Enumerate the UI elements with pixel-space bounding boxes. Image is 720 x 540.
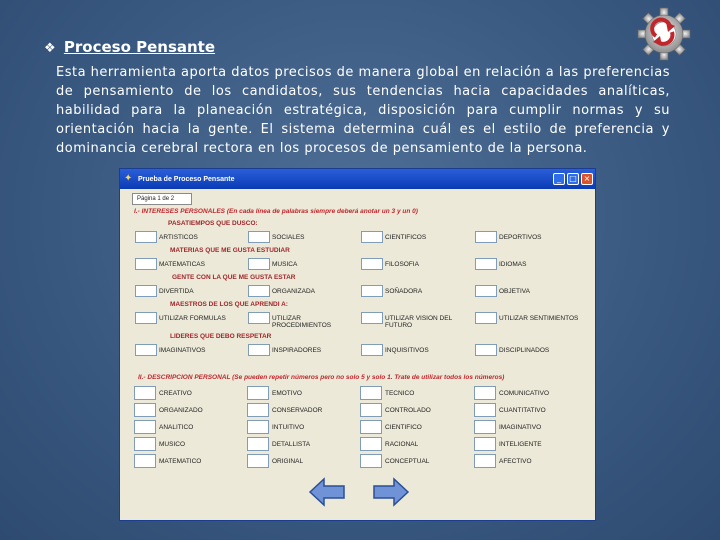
- test-window: [119, 168, 596, 521]
- item-label: OBJETIVA: [499, 288, 530, 295]
- app-icon: ✦: [124, 173, 133, 184]
- answer-input[interactable]: [474, 386, 496, 400]
- item-label: DEPORTIVOS: [499, 234, 542, 241]
- answer-input[interactable]: [361, 258, 383, 270]
- answer-input[interactable]: [248, 285, 270, 297]
- item-label: FILOSOFIA: [385, 261, 419, 268]
- item-label: CONCEPTUAL: [385, 458, 430, 465]
- window-title: Prueba de Proceso Pensante: [138, 175, 235, 183]
- item-label: ARTISTICOS: [159, 234, 198, 241]
- group-title: MAESTROS DE LOS QUE APRENDI A:: [170, 301, 288, 308]
- slide-title: Proceso Pensante: [63, 38, 216, 56]
- maximize-button[interactable]: □: [567, 173, 579, 185]
- gear-logo-icon: [636, 6, 692, 62]
- close-button[interactable]: ×: [581, 173, 593, 185]
- answer-input[interactable]: [360, 420, 382, 434]
- answer-input[interactable]: [248, 312, 270, 324]
- item-label: IMAGINATIVOS: [159, 347, 206, 354]
- item-label: EMOTIVO: [272, 390, 302, 397]
- item-label: ORIGINAL: [272, 458, 304, 465]
- arrow-right-icon[interactable]: [372, 477, 410, 507]
- item-label: ANALITICO: [159, 424, 194, 431]
- answer-input[interactable]: [248, 231, 270, 243]
- answer-input[interactable]: [134, 454, 156, 468]
- item-label: UTILIZAR FORMULAS: [159, 315, 226, 322]
- item-label: INTUITIVO: [272, 424, 305, 431]
- item-label: DETALLISTA: [272, 441, 311, 448]
- answer-input[interactable]: [135, 231, 157, 243]
- answer-input[interactable]: [134, 420, 156, 434]
- section1-heading: I.- INTERESES PERSONALES (En cada línea de palabras siempre deberá anotar un 3 y un 0): [134, 208, 418, 215]
- answer-input[interactable]: [475, 231, 497, 243]
- arrow-left-icon[interactable]: [308, 477, 346, 507]
- answer-input[interactable]: [135, 312, 157, 324]
- item-label: SOCIALES: [272, 234, 305, 241]
- window-content: [120, 189, 595, 520]
- answer-input[interactable]: [247, 403, 269, 417]
- item-label: DISCIPLINADOS: [499, 347, 550, 354]
- item-label: CIENTIFICO: [385, 424, 422, 431]
- answer-input[interactable]: [247, 386, 269, 400]
- answer-input[interactable]: [475, 258, 497, 270]
- answer-input[interactable]: [135, 258, 157, 270]
- answer-input[interactable]: [361, 344, 383, 356]
- group-title: GENTE CON LA QUE ME GUSTA ESTAR: [172, 274, 296, 281]
- answer-input[interactable]: [475, 285, 497, 297]
- answer-input[interactable]: [360, 403, 382, 417]
- diamond-bullet-icon: ❖: [44, 41, 56, 56]
- item-label: INTELIGENTE: [499, 441, 542, 448]
- item-label: CONTROLADO: [385, 407, 431, 414]
- group-title: PASATIEMPOS QUE DUSCO:: [168, 220, 258, 227]
- answer-input[interactable]: [361, 312, 383, 324]
- answer-input[interactable]: [474, 437, 496, 451]
- item-label: MATEMATICAS: [159, 261, 205, 268]
- item-label: CREATIVO: [159, 390, 192, 397]
- item-label: ORGANIZADO: [159, 407, 203, 414]
- answer-input[interactable]: [474, 420, 496, 434]
- item-label: DIVERTIDA: [159, 288, 194, 295]
- window-titlebar[interactable]: [120, 169, 595, 189]
- item-label: SOÑADORA: [385, 288, 423, 295]
- item-label: INSPIRADORES: [272, 347, 322, 354]
- group-title: MATERIAS QUE ME GUSTA ESTUDIAR: [170, 247, 290, 254]
- item-label: CONSERVADOR: [272, 407, 323, 414]
- answer-input[interactable]: [474, 454, 496, 468]
- answer-input[interactable]: [360, 437, 382, 451]
- section2-heading: II.- DESCRIPCION PERSONAL (Se pueden repetir números pero no solo 5 y solo 1. Trate de utilizar todos los números): [138, 374, 505, 381]
- group-title: LIDERES QUE DEBO RESPETAR: [170, 333, 272, 340]
- item-label: MUSICO: [159, 441, 185, 448]
- item-label: COMUNICATIVO: [499, 390, 550, 397]
- answer-input[interactable]: [247, 420, 269, 434]
- item-label: UTILIZAR SENTIMIENTOS: [499, 315, 579, 322]
- description-paragraph: Esta herramienta aporta datos precisos de manera global en relación a las preferencias de pensamiento de los candidatos, sus tendencias hacia capacidades analíticas, habilidad para la planeación estratégica, disposición para cumplir normas y su orientación hacia la gente. El sistema determina cuál es el estilo de preferencia y dominancia cerebral rectora en los procesos de pensamiento de la persona.: [56, 65, 670, 156]
- answer-input[interactable]: [248, 258, 270, 270]
- item-label: INQUISITIVOS: [385, 347, 429, 354]
- item-label: TECNICO: [385, 390, 415, 397]
- item-label: CIENTIFICOS: [385, 234, 427, 241]
- item-label: UTILIZAR VISION DEL FUTURO: [385, 315, 452, 329]
- item-label: UTILIZAR PROCEDIMIENTOS: [272, 315, 332, 329]
- item-label: IMAGINATIVO: [499, 424, 542, 431]
- item-label: ORGANIZADA: [272, 288, 315, 295]
- item-label: AFECTIVO: [499, 458, 532, 465]
- slide-heading: [44, 38, 215, 56]
- answer-input[interactable]: [361, 285, 383, 297]
- item-label: RACIONAL: [385, 441, 419, 448]
- answer-input[interactable]: [475, 312, 497, 324]
- answer-input[interactable]: [134, 386, 156, 400]
- answer-input[interactable]: [134, 403, 156, 417]
- answer-input[interactable]: [134, 437, 156, 451]
- answer-input[interactable]: [361, 231, 383, 243]
- item-label: CUANTITATIVO: [499, 407, 546, 414]
- answer-input[interactable]: [135, 285, 157, 297]
- answer-input[interactable]: [247, 454, 269, 468]
- answer-input[interactable]: [360, 454, 382, 468]
- item-label: MATEMATICO: [159, 458, 202, 465]
- item-label: IDIOMAS: [499, 261, 527, 268]
- answer-input[interactable]: [247, 437, 269, 451]
- answer-input[interactable]: [248, 344, 270, 356]
- answer-input[interactable]: [360, 386, 382, 400]
- item-label: MUSICA: [272, 261, 298, 268]
- page-indicator: Página 1 de 2: [132, 193, 192, 205]
- answer-input[interactable]: [474, 403, 496, 417]
- answer-input[interactable]: [135, 344, 157, 356]
- answer-input[interactable]: [475, 344, 497, 356]
- minimize-button[interactable]: _: [553, 173, 565, 185]
